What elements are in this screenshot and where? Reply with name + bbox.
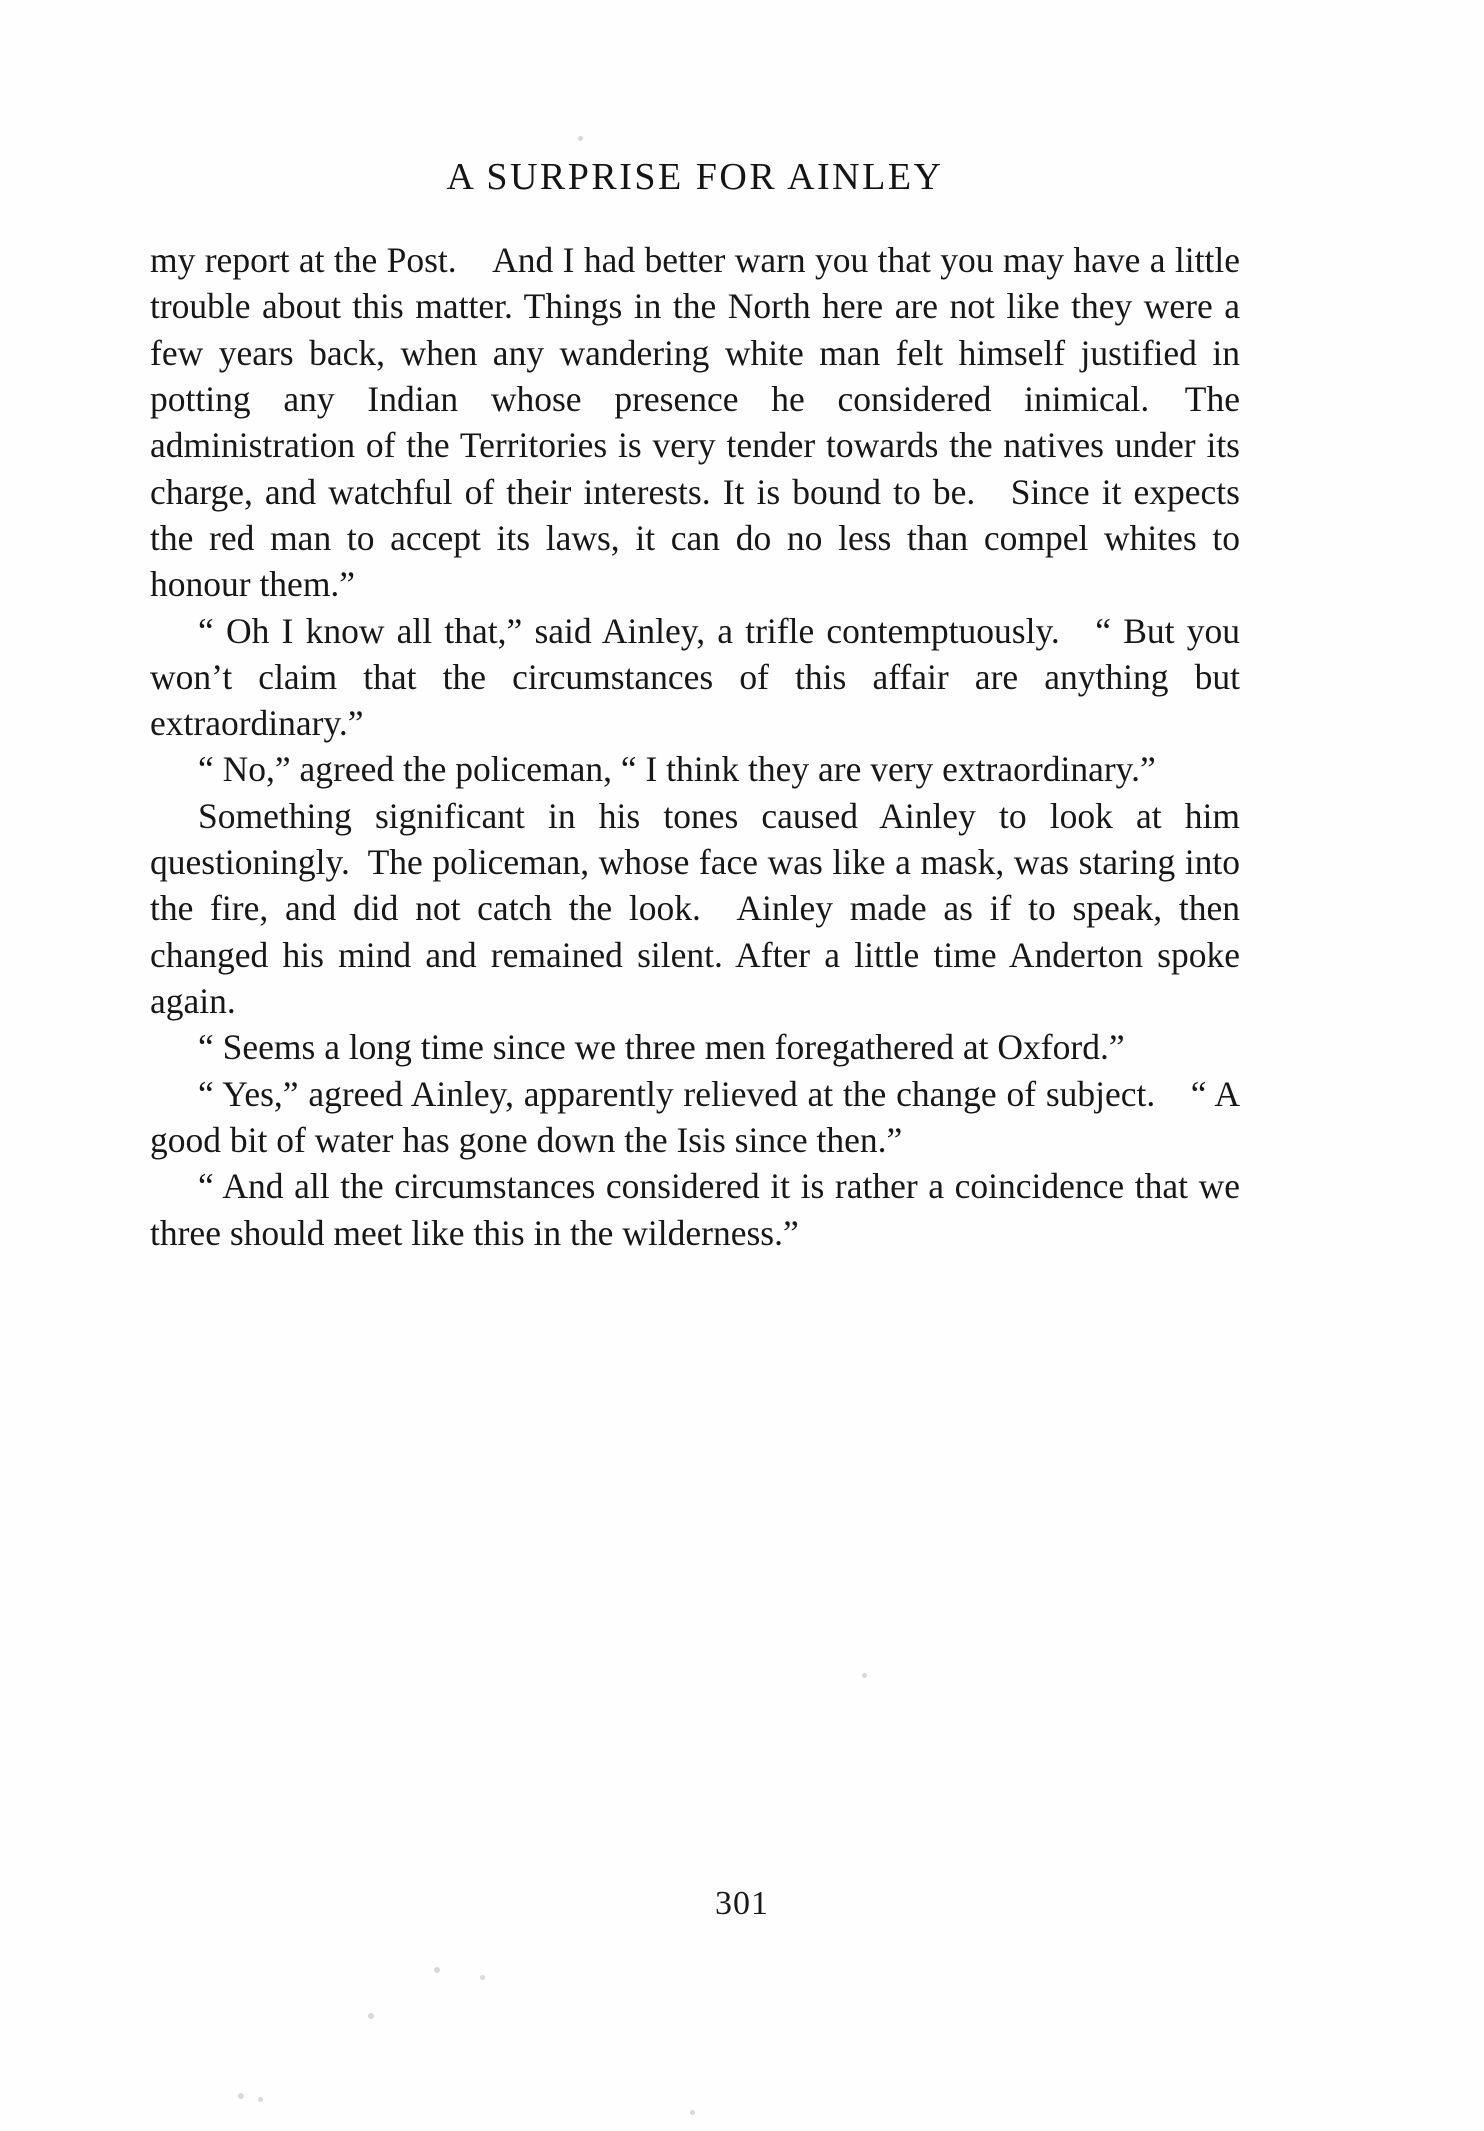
paper-speck <box>238 2093 244 2099</box>
paper-speck <box>578 136 583 141</box>
paper-speck <box>480 1975 485 1980</box>
paragraph: “ Yes,” agreed Ainley, apparently relieved at the change of subject. “ A good bit of water has gone down the Isis since then.” <box>150 1073 1240 1160</box>
paper-speck <box>368 2013 374 2019</box>
paper-speck <box>862 1673 867 1678</box>
paragraph: my report at the Post. And I had better warn you that you may have a little trouble about this matter. Things in the North here are not like they were a few years back, when any wandering white man felt himself justified in potting any Indian whose presence he considered inimical. The administration of the Territories is very tender towards the natives under its charge, and watchful of their interests. It is bound to be. Since it expects the red man to accept its laws, it can do no less than compel whites to honour them.” <box>150 240 1240 605</box>
paper-speck <box>258 2097 263 2102</box>
page-title: A SURPRISE FOR AINLEY <box>446 156 944 198</box>
paragraph: “ Oh I know all that,” said Ainley, a trifle contemptuously. “ But you won’t claim that the circumstances of this affair are anything but extraordinary.” <box>150 610 1240 744</box>
paragraph: “ Seems a long time since we three men foregathered at Oxford.” <box>198 1027 1125 1068</box>
paragraph: Something significant in his tones caused Ainley to look at him questioningly. The policeman, whose face was like a mask, was staring into the fire, and did not catch the look. Ainley made as if to speak, then changed his mind and remained silent. After a little time Anderton spoke again. <box>150 795 1240 1021</box>
page-body <box>150 237 1240 1256</box>
paper-speck <box>690 2110 695 2115</box>
page-number: 301 <box>715 1885 769 1922</box>
paper-speck <box>434 1967 440 1973</box>
paragraph: “ And all the circumstances considered it is rather a coincidence that we three should meet like this in the wilderness.” <box>150 1166 1240 1253</box>
paragraph: “ No,” agreed the policeman, “ I think they are very extraordinary.” <box>198 749 1156 790</box>
